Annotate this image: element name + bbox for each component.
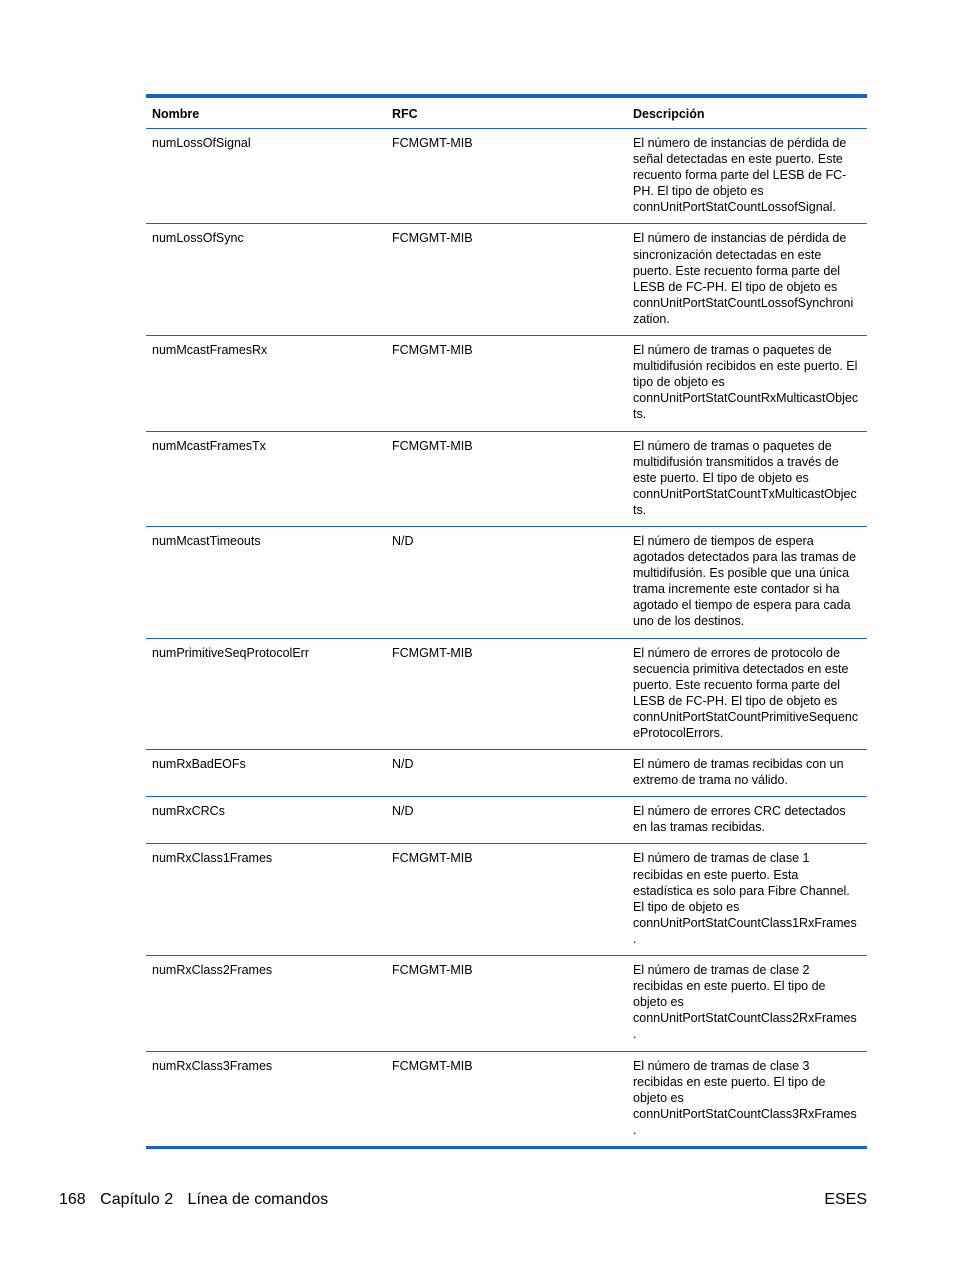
cell-description: El número de instancias de pérdida de sincronización detectadas en este puerto. Este recuento forma parte del LESB de FC-PH. El tipo de objeto es connUnitPortStatCountLossofSynchronization. [627,224,867,336]
cell-description: El número de errores CRC detectados en las tramas recibidas. [627,797,867,844]
cell-name: numRxClass3Frames [152,1058,273,1073]
cell-name: numRxBadEOFs [146,750,386,797]
table-row [146,336,867,431]
cell-name: numRxClass1Frames [146,844,386,956]
table-row [146,956,867,1051]
table-row [146,431,867,526]
cell-name: numPrimitiveSeqProtocolErr [146,638,386,750]
header-nombre: Nombre [146,96,386,129]
cell-rfc: FCMGMT-MIB [386,844,627,956]
page-number: 168 [59,1191,86,1208]
cell-name: numMcastFramesTx [146,431,386,526]
cell-description: El número de tramas de clase 2 recibidas en este puerto. El tipo de objeto es connUnitPortStatCountClass2RxFrames. [627,956,867,1051]
table-row [146,844,867,956]
header-rfc: RFC [386,96,627,129]
cell-name: numMcastFramesRx [146,336,386,431]
cell-rfc: N/D [386,750,627,797]
table-header-row [146,96,867,129]
page-footer [59,1191,867,1209]
table-row [146,797,867,844]
cell-description: El número de tiempos de espera agotados detectados para las tramas de multidifusión. Es posible que una única trama incremente este contador si ha agotado el tiempo de espera para cada uno de los destinos. [627,526,867,638]
cell-rfc: N/D [386,526,627,638]
cell-rfc: FCMGMT-MIB [386,956,627,1051]
cell-rfc: FCMGMT-MIB [386,638,627,750]
table-row [146,129,867,224]
cell-description: El número de instancias de pérdida de señal detectadas en este puerto. Este recuento forma parte del LESB de FC-PH. El tipo de objeto es connUnitPortStatCountLossofSignal. [627,129,867,224]
table-row [146,1051,867,1147]
cell-name: numRxClass2Frames [146,956,386,1051]
cell-name: numRxCRCs [146,797,386,844]
cell-name: numLossOfSync [146,224,386,336]
locale-code: ESES [824,1191,867,1208]
cell-name: numMcastTimeouts [146,526,386,638]
footer-left [59,1191,338,1209]
header-descripcion: Descripción [627,96,867,129]
parameter-table-container [146,94,867,1149]
table-row [146,638,867,750]
cell-rfc: FCMGMT-MIB [386,336,627,431]
chapter-label: Capítulo 2 [100,1191,174,1208]
cell-description: El número de tramas o paquetes de multidifusión recibidos en este puerto. El tipo de objeto es connUnitPortStatCountRxMulticastObjects. [627,336,867,431]
cell-description: El número de tramas recibidas con un extremo de trama no válido. [627,750,867,797]
cell-description: El número de tramas o paquetes de multidifusión transmitidos a través de este puerto. El tipo de objeto es connUnitPortStatCountTxMulticastObjects. [627,431,867,526]
parameter-table [146,94,867,1149]
table-row [146,526,867,638]
cell-description: El número de tramas de clase 1 recibidas en este puerto. Esta estadística es solo para Fibre Channel. El tipo de objeto es connUnitPortStatCountClass1RxFrames. [627,844,867,956]
cell-rfc: N/D [386,797,627,844]
chapter-title: Línea de comandos [187,1191,329,1208]
cell-description: El número de tramas de clase 3 recibidas en este puerto. El tipo de objeto es connUnitPortStatCountClass3RxFrames. [633,1058,857,1137]
table-row [146,750,867,797]
cell-rfc: FCMGMT-MIB [386,431,627,526]
table-row [146,224,867,336]
cell-rfc: FCMGMT-MIB [386,129,627,224]
cell-rfc: FCMGMT-MIB [392,1058,473,1073]
cell-description: El número de errores de protocolo de secuencia primitiva detectados en este puerto. Este recuento forma parte del LESB de FC-PH. El tipo de objeto es connUnitPortStatCountPrimitiveSequenceProtocolErrors. [627,638,867,750]
cell-rfc: FCMGMT-MIB [386,224,627,336]
cell-name: numLossOfSignal [146,129,386,224]
